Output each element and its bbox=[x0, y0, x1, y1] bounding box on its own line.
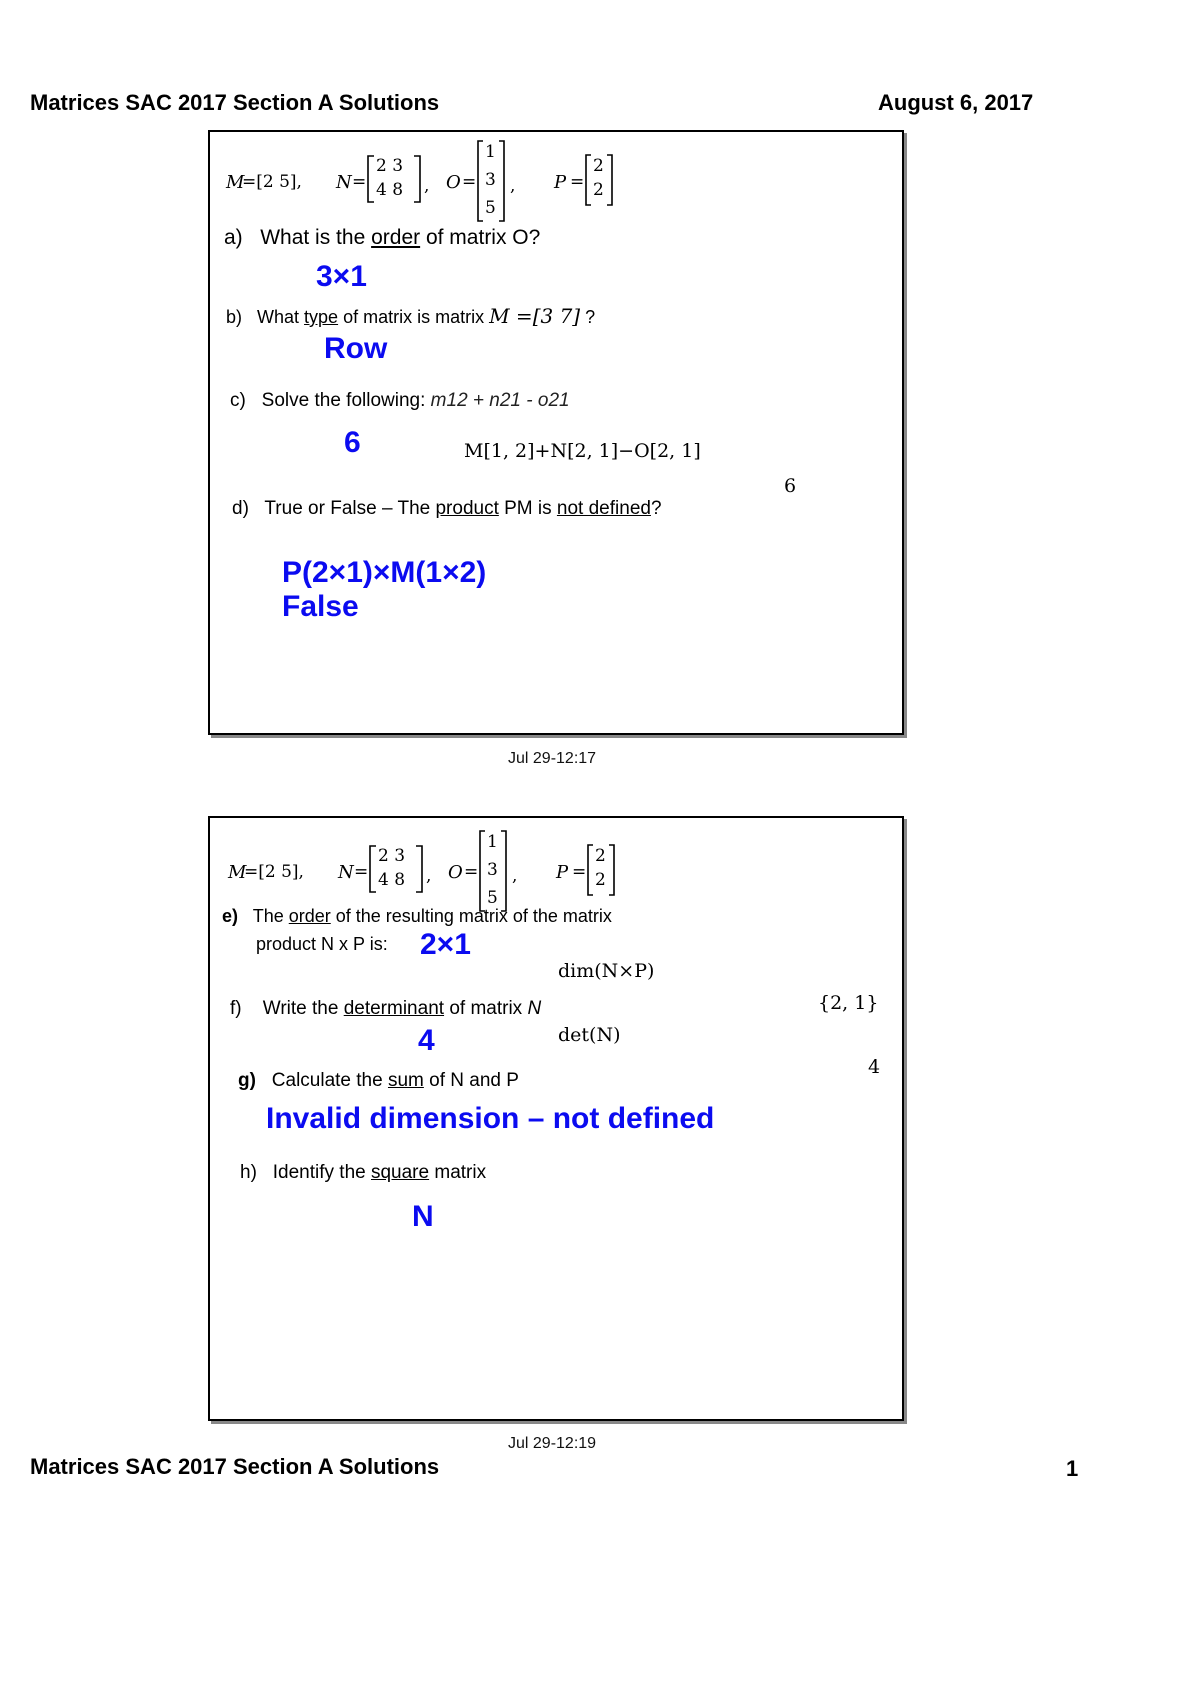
matrix-n-row-2: 4 8 bbox=[378, 870, 406, 890]
matrix-p-label: P bbox=[554, 172, 567, 193]
calculation-e-result: {2, 1} bbox=[818, 992, 879, 1014]
slide-2 bbox=[208, 816, 904, 1421]
matrix-m-label: M bbox=[226, 172, 245, 193]
matrix-n-equals: = bbox=[352, 172, 367, 192]
matrix-n-label: N bbox=[338, 862, 354, 883]
answer-d-working: P(2×1)×M(1×2) bbox=[282, 556, 487, 589]
matrix-o-value-2: 3 bbox=[487, 860, 498, 880]
question-e-line-2: product N x P is: bbox=[256, 934, 388, 954]
matrix-o-label: O bbox=[448, 862, 463, 883]
answer-g: Invalid dimension – not defined bbox=[266, 1102, 715, 1135]
calculation-c: M[1, 2]+N[2, 1]−O[2, 1] bbox=[464, 440, 701, 462]
matrix-m-values: =[2 5], bbox=[242, 172, 302, 192]
matrix-p-value-2: 2 bbox=[593, 180, 604, 200]
matrix-o-value-1: 1 bbox=[487, 832, 498, 852]
matrix-definitions: M =[2 5], N = 2 3 4 8 , O = 1 3 5 , P = 2 2 bbox=[224, 138, 884, 224]
calculation-e: dim(N×P) bbox=[558, 960, 655, 982]
slide-2-timestamp: Jul 29-12:19 bbox=[508, 1435, 597, 1452]
matrix-p-value-1: 2 bbox=[595, 846, 606, 866]
answer-a: 3×1 bbox=[316, 260, 367, 293]
answer-d: False bbox=[282, 590, 359, 623]
page-header-title: Matrices SAC 2017 Section A Solutions bbox=[30, 90, 440, 115]
matrix-o-equals: = bbox=[462, 172, 477, 192]
question-g: g) Calculate the sum of N and P bbox=[238, 1070, 519, 1091]
answer-c: 6 bbox=[344, 426, 361, 459]
matrix-n-row-1: 2 3 bbox=[376, 156, 404, 176]
matrix-o-value-3: 5 bbox=[487, 888, 498, 908]
calculation-c-result: 6 bbox=[784, 475, 797, 497]
matrix-p-label: P bbox=[556, 862, 569, 883]
question-h: h) Identify the square matrix bbox=[240, 1162, 487, 1183]
matrix-p-value-1: 2 bbox=[593, 156, 604, 176]
matrix-m-values: =[2 5], bbox=[244, 862, 304, 882]
answer-b: Row bbox=[324, 332, 388, 365]
question-b: b) What type of matrix is matrix M =[3 7] ? bbox=[226, 304, 596, 328]
matrix-o-label: O bbox=[446, 172, 461, 193]
matrix-o-value-1: 1 bbox=[485, 142, 496, 162]
matrix-o-value-2: 3 bbox=[485, 170, 496, 190]
matrix-definitions: M =[2 5], N = 2 3 4 8 , O = 1 3 5 , P = 2 2 bbox=[224, 830, 884, 916]
answer-e: 2×1 bbox=[420, 928, 471, 961]
page-footer-title: Matrices SAC 2017 Section A Solutions bbox=[30, 1454, 440, 1479]
matrix-n-row-2: 4 8 bbox=[376, 180, 404, 200]
matrix-m-label: M bbox=[228, 862, 247, 883]
answer-f: 4 bbox=[418, 1024, 435, 1057]
question-f: f) Write the determinant of matrix N bbox=[230, 998, 542, 1019]
matrix-n-label: N bbox=[336, 172, 352, 193]
matrix-n-row-1: 2 3 bbox=[378, 846, 406, 866]
question-a: a) What is the order of matrix O? bbox=[224, 226, 541, 249]
question-c: c) Solve the following: m12 + n21 - o21 bbox=[230, 390, 570, 411]
matrix-p-equals: = bbox=[570, 172, 585, 192]
calculation-f-result: 4 bbox=[868, 1056, 881, 1078]
matrix-p-equals: = bbox=[572, 862, 587, 882]
matrix-o-value-3: 5 bbox=[485, 198, 496, 218]
slide-1 bbox=[208, 130, 904, 735]
question-d: d) True or False – The product PM is not defined? bbox=[232, 498, 662, 519]
matrix-p-value-2: 2 bbox=[595, 870, 606, 890]
question-e: e) The order of the resulting matrix of the matrix bbox=[222, 906, 612, 926]
slide-1-timestamp: Jul 29-12:17 bbox=[508, 750, 597, 767]
page-number: 1 bbox=[1066, 1456, 1079, 1481]
matrix-n-equals: = bbox=[354, 862, 369, 882]
answer-h: N bbox=[412, 1200, 434, 1233]
calculation-f: det(N) bbox=[558, 1024, 621, 1046]
page-header-date: August 6, 2017 bbox=[878, 90, 1034, 115]
matrix-o-equals: = bbox=[464, 862, 479, 882]
